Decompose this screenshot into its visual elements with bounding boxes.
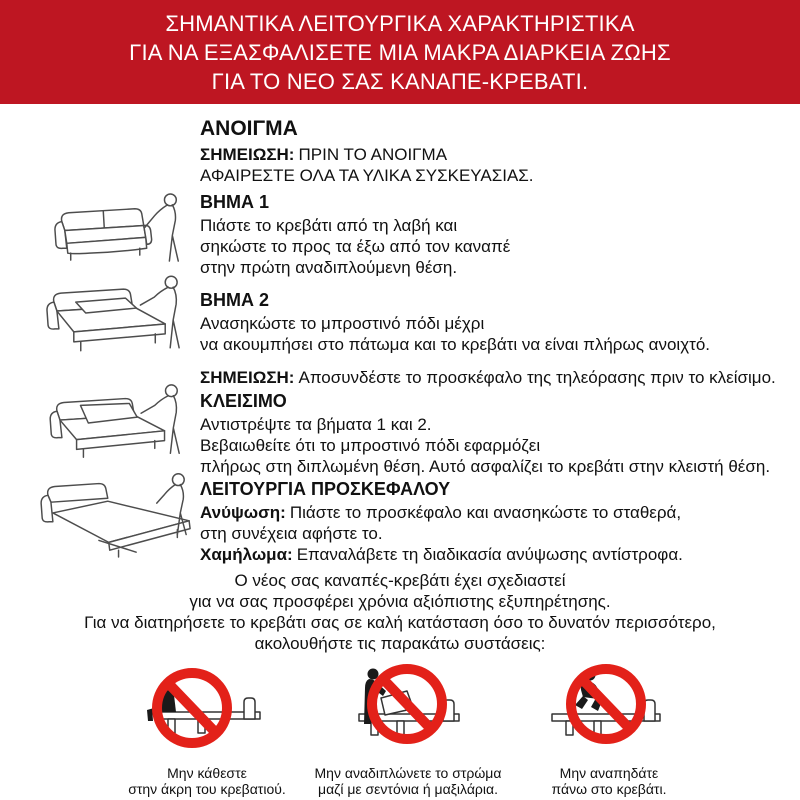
headrest-operation-illustration xyxy=(40,462,202,560)
prohibition-no-jumping xyxy=(494,660,724,797)
prohibition-caption: Μην αναπηδάτε πάνω στο κρεβάτι. xyxy=(551,765,667,797)
header-line-1: ΣΗΜΑΝΤΙΚΑ ΛΕΙΤΟΥΡΓΙΚΑ ΧΑΡΑΚΤΗΡΙΣΤΙΚΑ xyxy=(165,10,635,36)
step2-text: Ανασηκώστε το μπροστινό πόδι μέχρι να ακουμπήσει στο πάτωμα και το κρεβάτι να είναι πλήρως ανοιχτό. xyxy=(200,314,711,354)
headrest-text: Ανύψωση: Πιάστε το προσκέφαλο και ανασηκώστε το σταθερά, στη συνέχεια αφήστε το. Χαμήλωμα: Επαναλάβετε τη διαδικασία ανύψωσης αντίστροφα. xyxy=(200,503,683,564)
header-line-2: ΓΙΑ ΝΑ ΕΞΑΣΦΑΛΙΣΕΤΕ ΜΙΑ ΜΑΚΡΑ ΔΙΑΡΚΕΙΑ ΖΩΗΣ xyxy=(129,39,671,65)
headrest-raise-label: Ανύψωση: xyxy=(200,503,286,522)
step1-text: Πιάστε το κρεβάτι από τη λαβή και σηκώστε το προς τα έξω από τον καναπέ στην πρώτη αναδιπλούμενη θέση. xyxy=(200,216,511,277)
bed-first-fold-illustration xyxy=(44,272,198,362)
closing-text: Αντιστρέψτε τα βήματα 1 και 2. Βεβαιωθείτε ότι το μπροστινό πόδι εφαρμόζει πλήρως στη διπλωμένη θέση. Αυτό ασφαλίζει το κρεβάτι στην κλειστή θέση. xyxy=(200,415,771,476)
no-sitting-on-edge-icon xyxy=(132,662,282,754)
bed-fully-open-illustration xyxy=(40,462,202,560)
step2-illustration xyxy=(44,272,198,362)
instructions-text-column xyxy=(200,116,785,565)
step2-title: ΒΗΜΑ 2 xyxy=(200,290,270,310)
headrest-lower-label: Χαμήλωμα: xyxy=(200,545,293,564)
sofa-closed-illustration xyxy=(50,188,198,270)
no-folding-mattress-with-bedding-icon xyxy=(333,658,483,754)
opening-title: ΑΝΟΙΓΜΑ xyxy=(200,117,298,140)
step1-illustration xyxy=(50,188,198,270)
step1-title: ΒΗΜΑ 1 xyxy=(200,192,270,212)
closing-note: ΣΗΜΕΙΩΣΗ: Αποσυνδέστε το προσκέφαλο της τηλεόρασης πριν το κλείσιμο. xyxy=(200,368,776,387)
opening-note: ΣΗΜΕΙΩΣΗ: ΠΡΙΝ ΤΟ ΑΝΟΙΓΜΑ ΑΦΑΙΡΕΣΤΕ ΟΛΑ ΤΑ ΥΛΙΚΑ ΣΥΣΚΕΥΑΣΙΑΣ. xyxy=(200,145,534,185)
care-intro-paragraph: Ο νέος σας καναπές-κρεβάτι έχει σχεδιαστεί για να σας προσφέρει χρόνια αξιόπιστης εξυπηρέτησης. Για να διατηρήσετε το κρεβάτι σας σε καλή κατάσταση όσο το δυνατόν περισσότερο, ακολουθήστε τις παρακάτω συστάσεις: xyxy=(84,571,716,653)
no-jumping-on-bed-icon xyxy=(534,660,684,754)
prohibition-no-sitting xyxy=(92,662,322,797)
header-line-3: ΓΙΑ ΤΟ ΝΕΟ ΣΑΣ ΚΑΝΑΠΕ-ΚΡΕΒΑΤΙ. xyxy=(211,68,589,94)
closing-note-label: ΣΗΜΕΙΩΣΗ: xyxy=(200,368,295,387)
prohibition-caption: Μην κάθεστε στην άκρη του κρεβατιού. xyxy=(128,765,286,797)
closing-illustration xyxy=(47,380,199,466)
opening-note-label: ΣΗΜΕΙΩΣΗ: xyxy=(200,145,295,164)
header-banner xyxy=(0,0,800,104)
prohibition-no-folding-bedding xyxy=(293,658,523,797)
bed-folding-closed-illustration xyxy=(47,380,199,466)
headrest-title: ΛΕΙΤΟΥΡΓΙΑ ΠΡΟΣΚΕΦΑΛΟΥ xyxy=(200,479,451,499)
closing-title: ΚΛΕΙΣΙΜΟ xyxy=(200,391,287,411)
prohibition-caption: Μην αναδιπλώνετε το στρώμα μαζί με σεντόνια ή μαξιλάρια. xyxy=(314,765,502,797)
